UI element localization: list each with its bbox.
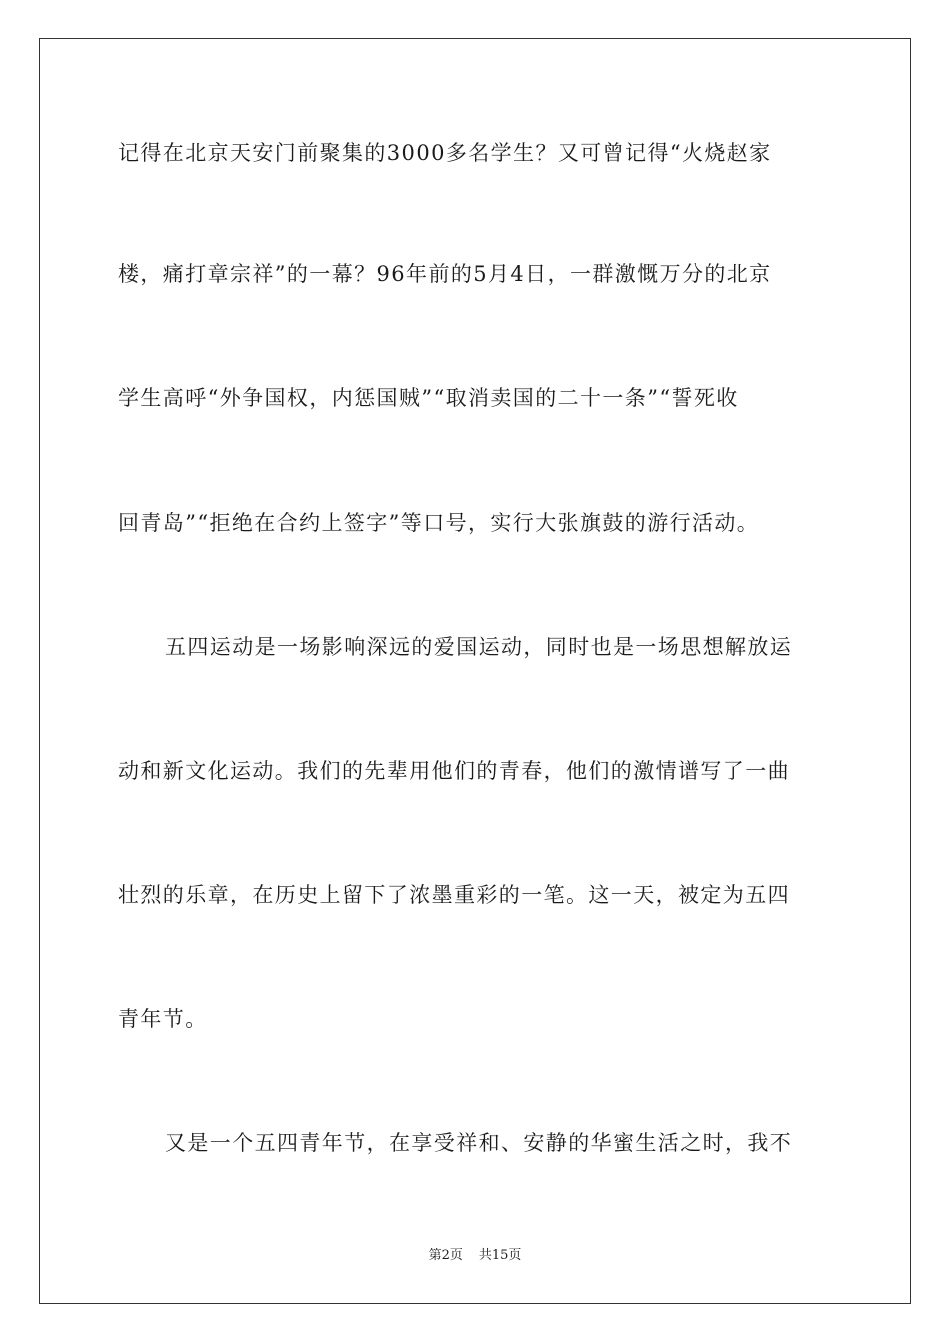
text-line: 回青岛”“拒绝在合约上签字”等口号，实行大张旗鼓的游行活动。	[118, 511, 760, 535]
text-line: 五四运动是一场影响深远的爱国运动，同时也是一场思想解放运	[165, 635, 793, 659]
text-line: 记得在北京天安门前聚集的3000多名学生？又可曾记得“火烧赵家	[118, 141, 772, 165]
text-line: 学生高呼“外争国权，内惩国贼”“取消卖国的二十一条”“誓死收	[118, 386, 739, 410]
text-line: 青年节。	[118, 1007, 208, 1031]
page-border	[39, 38, 911, 1304]
page-footer	[0, 1247, 950, 1265]
text-line: 又是一个五四青年节，在享受祥和、安静的华蜜生活之时，我不	[165, 1131, 793, 1155]
text-line: 壮烈的乐章，在历史上留下了浓墨重彩的一笔。这一天，被定为五四	[118, 883, 790, 907]
page-total: 共15页	[478, 1248, 522, 1263]
text-line: 楼，痛打章宗祥”的一幕？96年前的5月4日，一群激慨万分的北京	[118, 262, 772, 286]
text-line: 动和新文化运动。我们的先辈用他们的青春，他们的激情谱写了一曲	[118, 759, 790, 783]
page-number: 第2页	[428, 1248, 463, 1263]
